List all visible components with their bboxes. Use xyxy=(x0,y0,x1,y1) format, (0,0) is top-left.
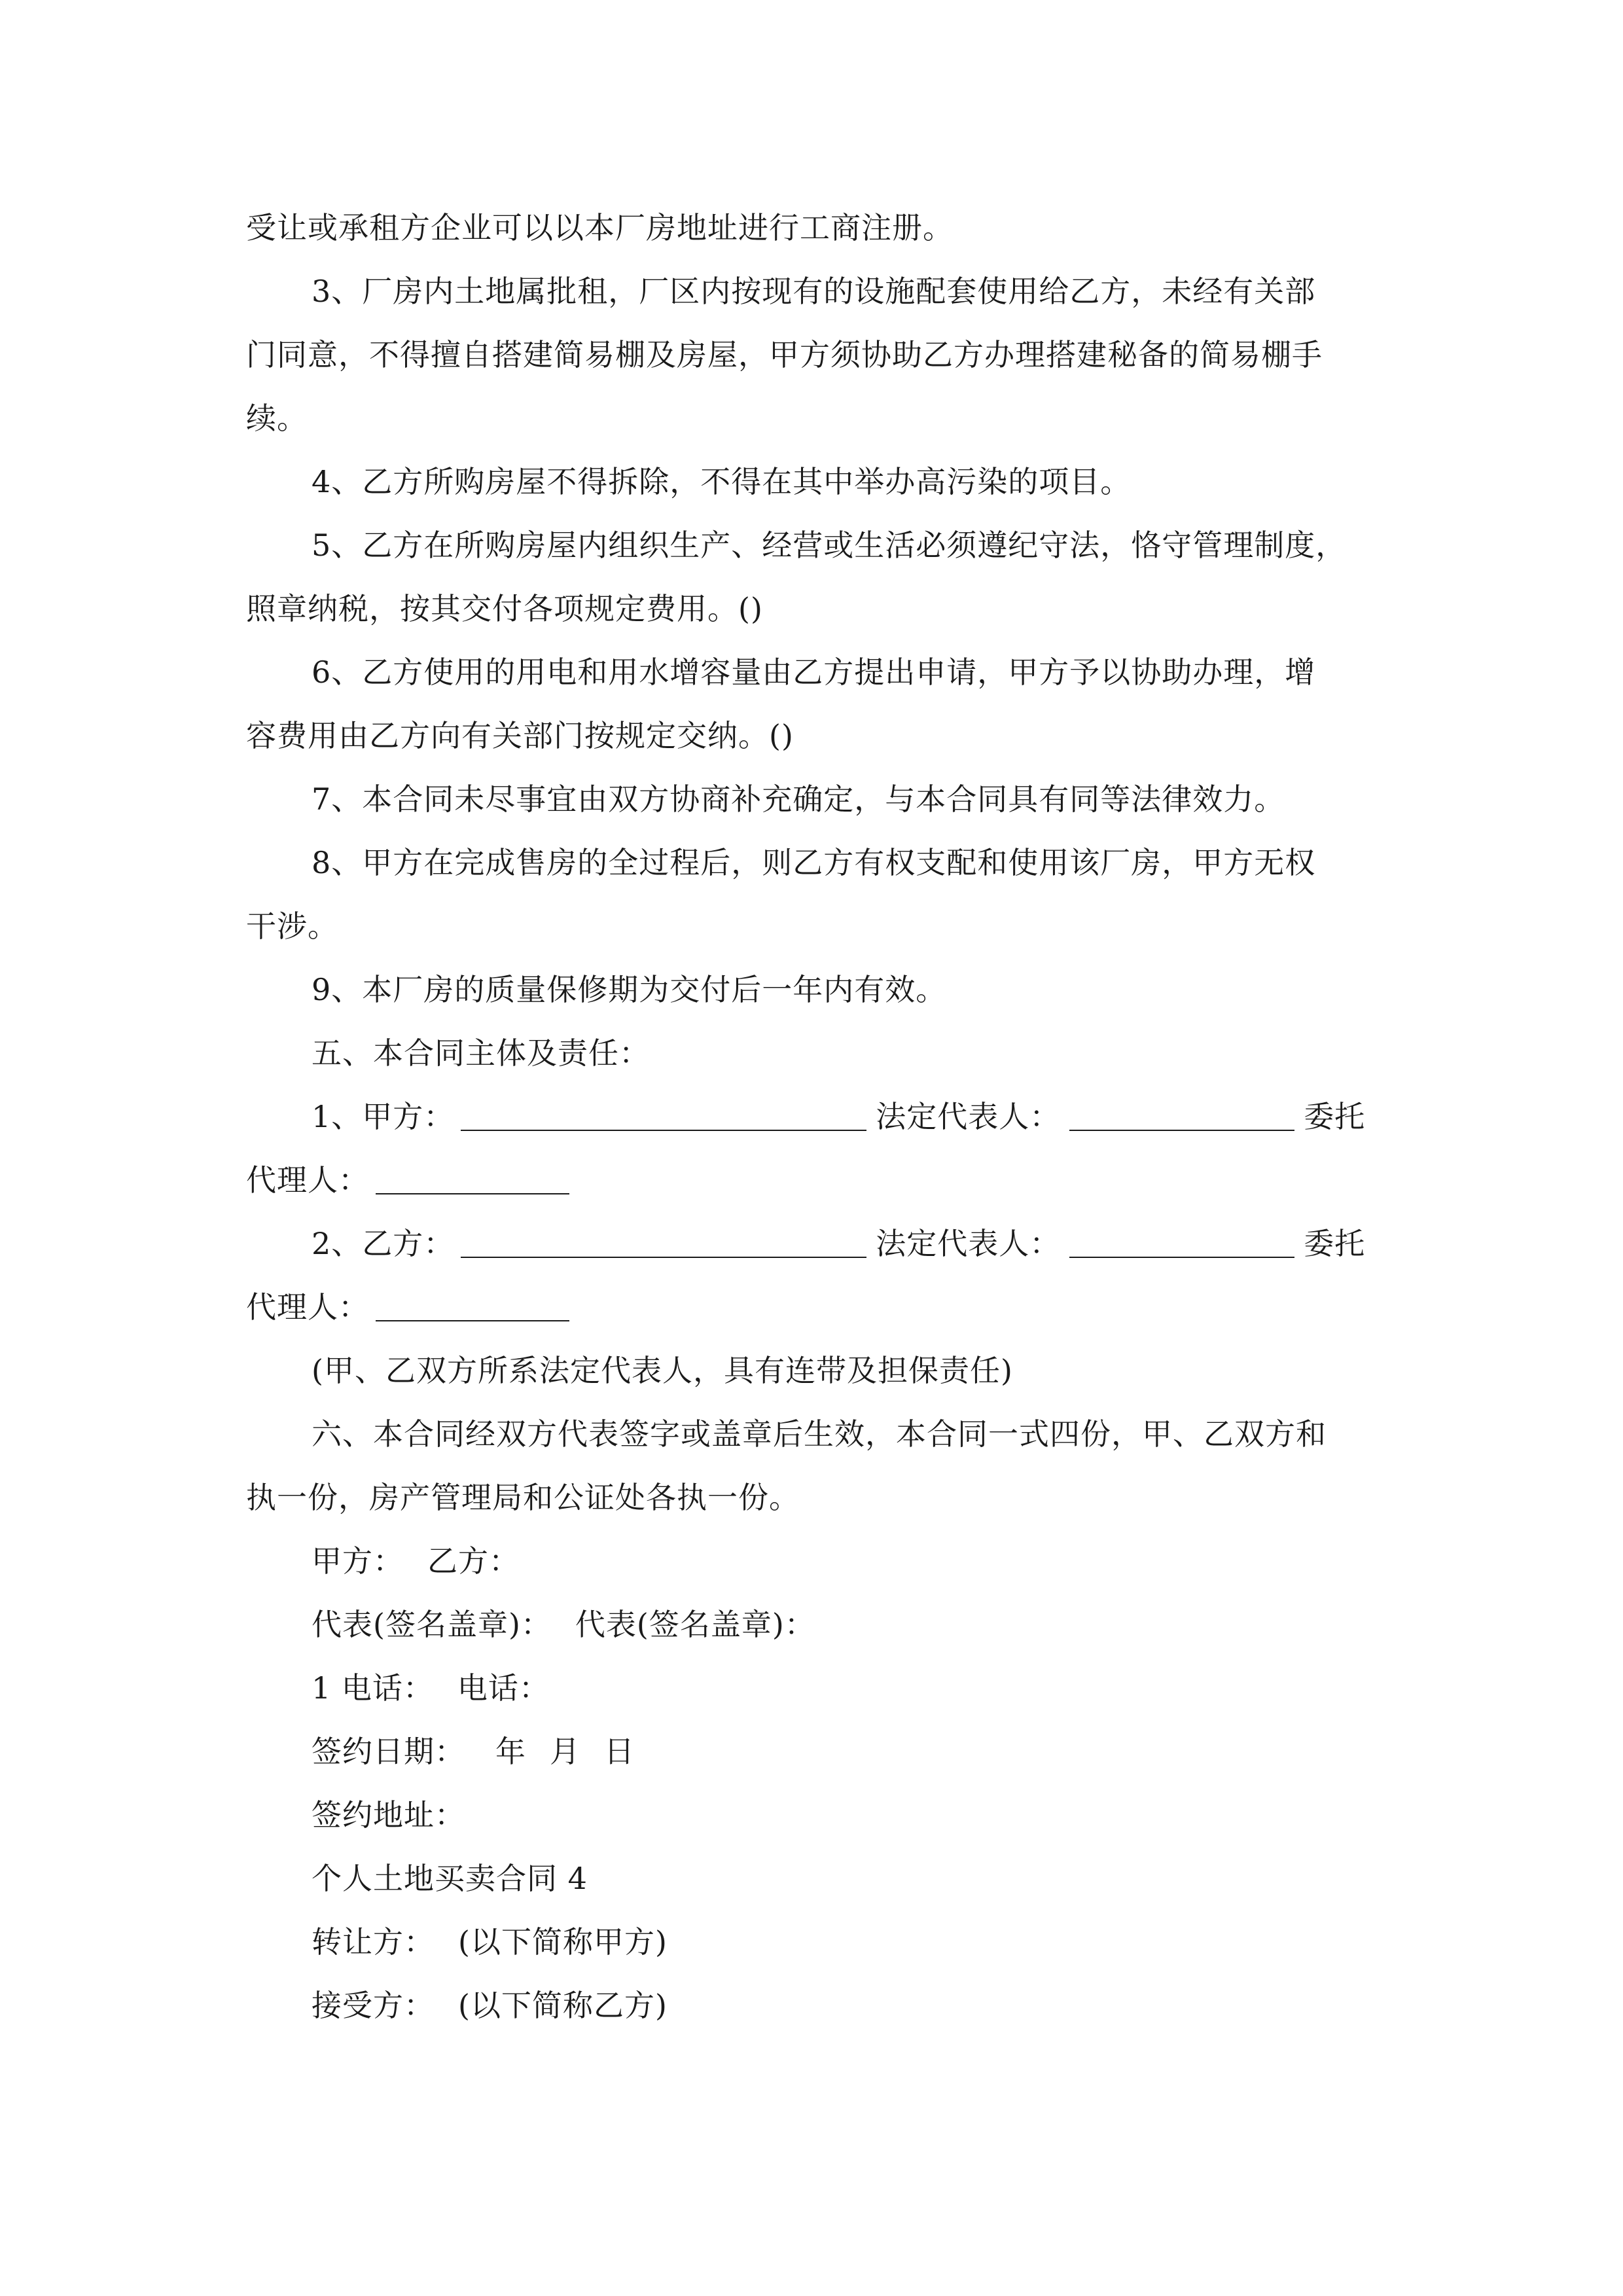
clause-6-line-1: 6、乙方使用的用电和用水增容量由乙方提出申请，甲方予以协助办理，增 xyxy=(312,655,1316,690)
party-a-legal-rep-label: 法定代表人： xyxy=(876,1099,1061,1134)
clause-8-line-2: 干涉。 xyxy=(246,908,338,944)
party-a-agent-row xyxy=(246,1149,1377,1212)
party-b-label: 2、乙方： xyxy=(312,1226,455,1261)
clause-6-line-2: 容费用由乙方向有关部门按规定交纳。() xyxy=(246,718,794,753)
sign-party-a-label: 甲方： xyxy=(312,1543,404,1579)
clause-7: 7、本合同未尽事宜由双方协商补充确定，与本合同具有同等法律效力。 xyxy=(312,781,1285,817)
party-b-legal-rep-blank[interactable] xyxy=(1069,1228,1294,1258)
sign-party-b-label: 乙方： xyxy=(427,1543,520,1579)
transferor-note: (以下简称甲方) xyxy=(458,1924,668,1960)
sign-phone-b-label: 电话： xyxy=(457,1670,550,1706)
clause-5-line-2: 照章纳税，按其交付各项规定费用。() xyxy=(246,591,763,626)
party-a-legal-rep-blank[interactable] xyxy=(1069,1101,1294,1131)
date-month: 月 xyxy=(550,1734,580,1769)
clause-3-line-3: 续。 xyxy=(246,401,308,436)
clause-5-line-1: 5、乙方在所购房屋内组织生产、经营或生活必须遵纪守法，恪守管理制度， xyxy=(312,528,1347,563)
party-b-agent-row xyxy=(246,1276,1377,1339)
transferee-label: 接受方： xyxy=(312,1988,435,2023)
sign-phone-a-label: 1 电话： xyxy=(312,1670,434,1706)
paragraph-continuation: 受让或承租方企业可以以本厂房地址进行工商注册。 xyxy=(246,210,954,245)
party-a-entrust-label: 委托 xyxy=(1304,1099,1366,1134)
sign-rep-a-label: 代表(签名盖章)： xyxy=(312,1607,552,1642)
section-5-heading: 五、本合同主体及责任： xyxy=(312,1035,650,1071)
clause-3-line-1: 3、厂房内土地属批租，厂区内按现有的设施配套使用给乙方，未经有关部 xyxy=(312,274,1316,309)
clause-8-line-1: 8、甲方在完成售房的全过程后，则乙方有权支配和使用该厂房，甲方无权 xyxy=(312,845,1316,880)
date-day: 日 xyxy=(604,1734,635,1769)
party-a-row xyxy=(246,1085,1377,1149)
section-6-line-2: 执一份，房产管理局和公证处各执一份。 xyxy=(246,1480,800,1515)
transferee-note: (以下简称乙方) xyxy=(458,1988,668,2023)
party-a-agent-blank[interactable] xyxy=(376,1164,569,1194)
signature-rep-row xyxy=(246,1593,1377,1657)
party-a-agent-label: 代理人： xyxy=(246,1162,369,1198)
signing-date-row xyxy=(246,1720,1377,1784)
party-b-agent-blank[interactable] xyxy=(376,1291,569,1321)
party-b-name-blank[interactable] xyxy=(461,1228,866,1258)
party-b-entrust-label: 委托 xyxy=(1304,1226,1366,1261)
section-6-line-1: 六、本合同经双方代表签字或盖章后生效，本合同一式四份，甲、乙双方和 xyxy=(312,1416,1327,1452)
signing-place-row: 签约地址： xyxy=(312,1797,465,1833)
clause-9: 9、本厂房的质量保修期为交付后一年内有效。 xyxy=(312,972,947,1007)
transferor-row xyxy=(246,1910,1377,1974)
party-b-agent-label: 代理人： xyxy=(246,1289,369,1325)
transferee-row xyxy=(246,1974,1377,2037)
clause-3-line-2: 门同意，不得擅自搭建简易棚及房屋，甲方须协助乙方办理搭建秘备的简易棚手 xyxy=(246,337,1323,372)
clause-4: 4、乙方所购房屋不得拆除，不得在其中举办高污染的项目。 xyxy=(312,464,1132,499)
party-a-name-blank[interactable] xyxy=(461,1101,866,1131)
sign-rep-b-label: 代表(签名盖章)： xyxy=(575,1607,815,1642)
signature-parties-row xyxy=(246,1530,1377,1593)
next-contract-title: 个人土地买卖合同 4 xyxy=(312,1861,588,1896)
date-year: 年 xyxy=(495,1734,526,1769)
party-b-row xyxy=(246,1212,1377,1276)
transferor-label: 转让方： xyxy=(312,1924,435,1960)
party-a-label: 1、甲方： xyxy=(312,1099,455,1134)
party-b-legal-rep-label: 法定代表人： xyxy=(876,1226,1061,1261)
guarantee-note: (甲、乙双方所系法定代表人，具有连带及担保责任) xyxy=(312,1353,1013,1388)
signature-phone-row xyxy=(246,1657,1377,1720)
signing-date-label: 签约日期： xyxy=(312,1734,465,1769)
document-body xyxy=(246,196,1377,2037)
